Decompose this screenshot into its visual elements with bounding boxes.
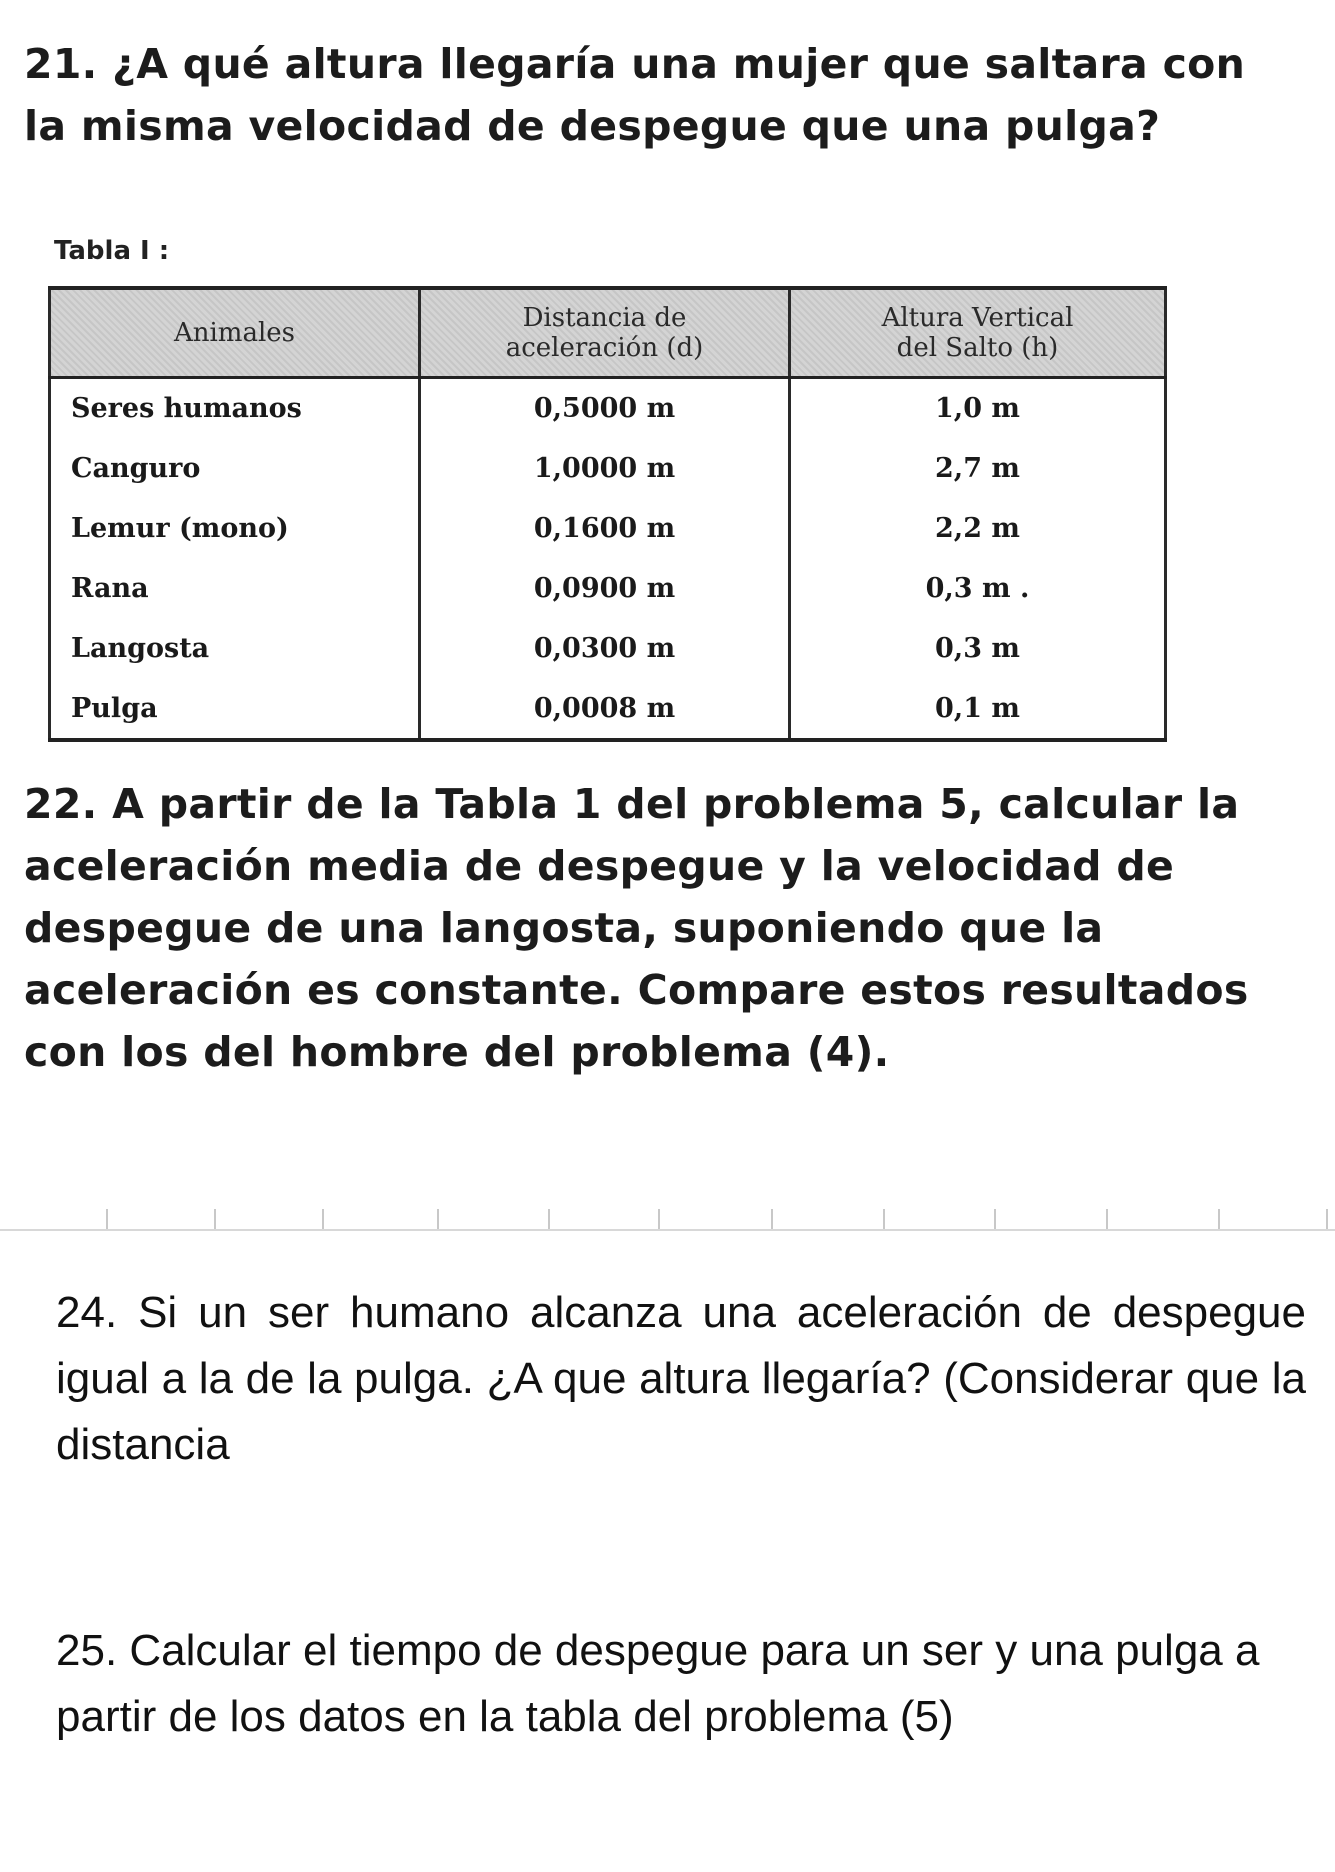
ruler-tick [771, 1209, 773, 1229]
ruler-tick [1218, 1209, 1220, 1229]
header-animals [50, 288, 420, 378]
ruler-tick [437, 1209, 439, 1229]
table-row [50, 558, 1166, 618]
ruler-tick [883, 1209, 885, 1229]
ruler-tick [548, 1209, 550, 1229]
table-container [48, 286, 1164, 742]
table-row [50, 618, 1166, 678]
ruler-tick [106, 1209, 108, 1229]
header-distance [420, 288, 790, 378]
cell-height: 2,7 m [790, 439, 1166, 499]
cell-animal: Rana [50, 558, 420, 618]
ruler-tick [322, 1209, 324, 1229]
cell-height: 2,2 m [790, 499, 1166, 559]
ruler-tick [214, 1209, 216, 1229]
cell-animal: Lemur (mono) [50, 499, 420, 559]
header-height-line1: Altura Vertical [881, 303, 1074, 333]
ruler-tick [1106, 1209, 1108, 1229]
cell-animal: Seres humanos [50, 378, 420, 439]
cell-distance: 0,0300 m [420, 618, 790, 678]
table-caption: Tabla I : [54, 236, 170, 266]
section-divider [0, 1229, 1335, 1231]
question-21: 21. ¿A qué altura llegaría una mujer que saltara con la misma velocidad de despegue que una pulga? [24, 40, 1246, 150]
header-height-line2: del Salto (h) [896, 333, 1059, 363]
animal-jump-table [48, 286, 1167, 742]
table-row [50, 439, 1166, 499]
question-24: 24. Si un ser humano alcanza una aceleración de despegue igual a la de la pulga. ¿A que altura llegaría? (Considerar que la distancia [56, 1288, 1306, 1469]
header-height [790, 288, 1166, 378]
cell-animal: Canguro [50, 439, 420, 499]
table-row [50, 499, 1166, 559]
cell-height: 1,0 m [790, 378, 1166, 439]
ruler-tick [994, 1209, 996, 1229]
header-animals-label: Animales [173, 318, 296, 348]
question-22: 22. A partir de la Tabla 1 del problema 5, calcular la aceleración media de despegue y la velocidad de despegue de una langosta, suponiendo que la aceleración es constante. Compare estos resultados con los del hombre del problema (4). [24, 780, 1249, 1076]
table-row [50, 378, 1166, 439]
ruler-tick [1326, 1209, 1328, 1229]
header-distance-line1: Distancia de [522, 303, 687, 333]
cell-distance: 0,5000 m [420, 378, 790, 439]
cell-animal: Pulga [50, 678, 420, 740]
table-row [50, 678, 1166, 740]
cell-distance: 1,0000 m [420, 439, 790, 499]
cell-height: 0,3 m . [790, 558, 1166, 618]
cell-animal: Langosta [50, 618, 420, 678]
cell-distance: 0,0008 m [420, 678, 790, 740]
cell-distance: 0,1600 m [420, 499, 790, 559]
cell-distance: 0,0900 m [420, 558, 790, 618]
question-25: 25. Calcular el tiempo de despegue para un ser y una pulga a partir de los datos en la tabla del problema (5) [56, 1626, 1260, 1741]
cell-height: 0,1 m [790, 678, 1166, 740]
ruler-tick [658, 1209, 660, 1229]
cell-height: 0,3 m [790, 618, 1166, 678]
table-header-row [50, 288, 1166, 378]
header-distance-line2: aceleración (d) [505, 333, 704, 363]
